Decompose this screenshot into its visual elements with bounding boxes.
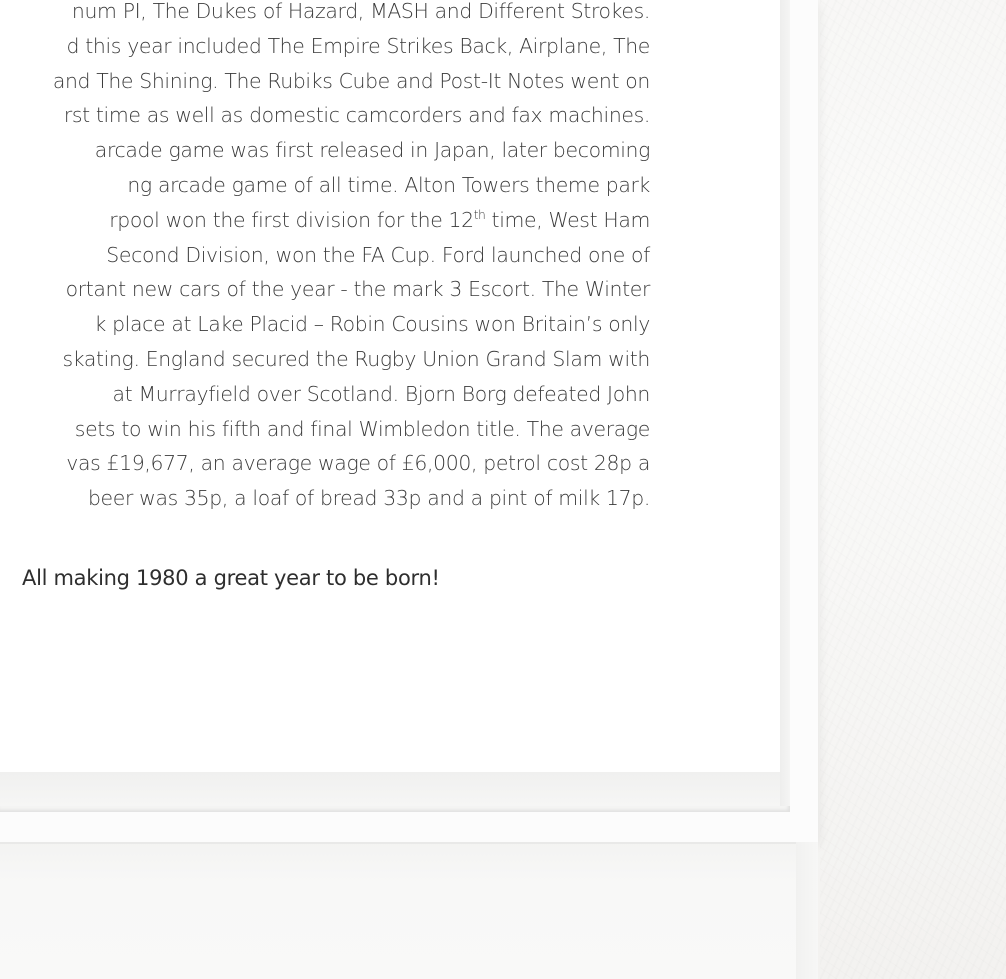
text-line: rst time as well as domestic camcorders and fax machines. xyxy=(63,103,650,128)
text-line: Second Division, won the FA Cup. Ford launched one of xyxy=(106,242,650,267)
text-line: num PI, The Dukes of Hazard, MASH and Different Strokes. xyxy=(71,0,650,23)
poster-body-text xyxy=(0,0,650,516)
text-line: d this year included The Empire Strikes Back, Airplane, The xyxy=(66,33,650,58)
text-line xyxy=(0,203,650,238)
text-line-part: time, West Ham xyxy=(485,207,650,232)
text-line: arcade game was first released in Japan, later becoming xyxy=(94,138,650,163)
text-line-part: rpool won the first division for the 12 xyxy=(109,207,474,232)
frame-bottom-edge xyxy=(0,842,812,844)
text-line: at Murrayfield over Scotland. Bjorn Borg defeated John xyxy=(112,381,650,406)
text-line: vas £19,677, an average wage of £6,000, petrol cost 28p a xyxy=(66,451,650,476)
text-line: sets to win his fifth and final Wimbledon title. The average xyxy=(74,416,650,441)
text-line: ng arcade game of all time. Alton Towers theme park xyxy=(127,172,650,197)
text-line: beer was 35p, a loaf of bread 33p and a pint of milk 17p. xyxy=(87,486,650,511)
text-line: and The Shining. The Rubiks Cube and Post-It Notes went on xyxy=(52,68,650,93)
frame-side-lower xyxy=(796,842,818,979)
closing-line: All making 1980 a great year to be born! xyxy=(22,566,440,590)
wall-texture xyxy=(820,0,1006,979)
text-line: ortant new cars of the year - the mark 3 Escort. The Winter xyxy=(65,277,650,302)
paper-right-shadow xyxy=(780,0,790,806)
frame-bottom-rail xyxy=(0,842,818,979)
text-line: skating. England secured the Rugby Union Grand Slam with xyxy=(62,346,650,371)
paper-bottom-shadow xyxy=(0,772,780,806)
ordinal-superscript: th xyxy=(473,207,486,222)
text-line: k place at Lake Placid – Robin Cousins won Britain’s only xyxy=(94,312,650,337)
